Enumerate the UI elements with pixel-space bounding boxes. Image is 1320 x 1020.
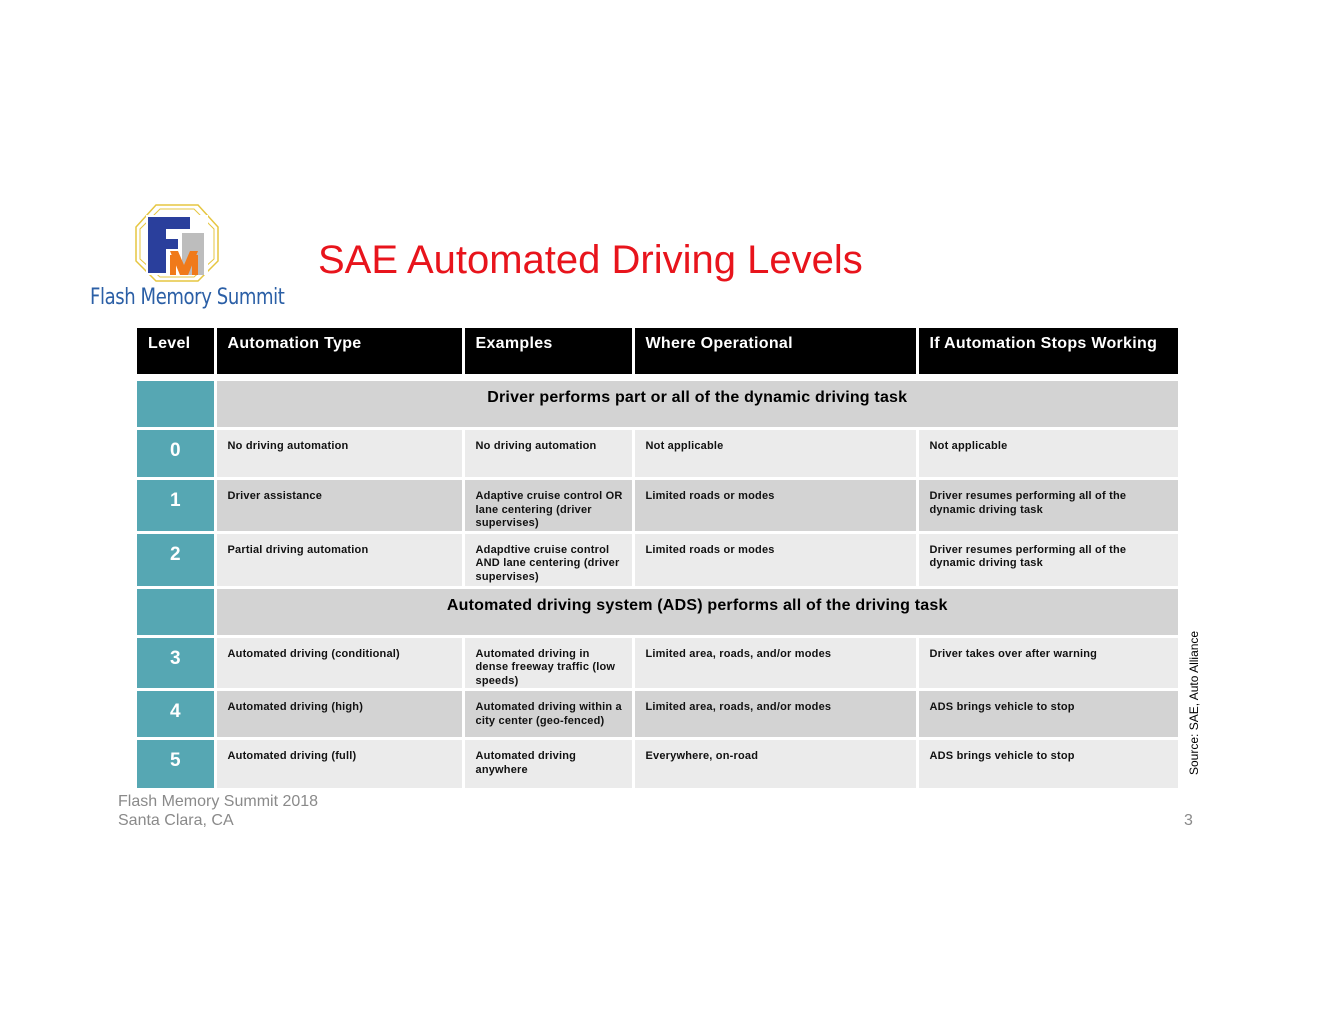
where-operational-cell: Limited roads or modes <box>633 479 917 533</box>
section-row <box>137 380 1178 429</box>
section-level-cell <box>137 380 215 429</box>
header-level: Level <box>137 328 215 374</box>
section-level-cell <box>137 587 215 636</box>
header-examples: Examples <box>463 328 633 374</box>
examples-cell: Adaptive cruise control OR lane centering (driver supervises) <box>463 479 633 533</box>
examples-cell: Automated driving anywhere <box>463 739 633 788</box>
level-number: 4 <box>137 690 215 739</box>
page-number: 3 <box>1184 812 1193 829</box>
section-row <box>137 587 1178 636</box>
table-row <box>137 479 1178 533</box>
if-stops-cell: Driver takes over after warning <box>917 636 1178 690</box>
automation-type-cell: Automated driving (conditional) <box>215 636 463 690</box>
table-row <box>137 690 1178 739</box>
where-operational-cell: Everywhere, on-road <box>633 739 917 788</box>
table-row <box>137 532 1178 587</box>
header-automation-type: Automation Type <box>215 328 463 374</box>
footer <box>118 792 318 830</box>
table-row <box>137 636 1178 690</box>
automation-type-cell: Driver assistance <box>215 479 463 533</box>
where-operational-cell: Limited area, roads, and/or modes <box>633 690 917 739</box>
footer-event: Flash Memory Summit 2018 <box>118 793 319 810</box>
automation-type-cell: Partial driving automation <box>215 532 463 587</box>
where-operational-cell: Limited roads or modes <box>633 532 917 587</box>
page-title: SAE Automated Driving Levels <box>318 238 863 282</box>
level-number: 0 <box>137 429 215 479</box>
examples-cell: Automated driving in dense freeway traffic (low speeds) <box>463 636 633 690</box>
if-stops-cell: Driver resumes performing all of the dynamic driving task <box>917 532 1178 587</box>
level-number: 5 <box>137 739 215 788</box>
examples-cell: Automated driving within a city center (geo-fenced) <box>463 690 633 739</box>
level-number: 2 <box>137 532 215 587</box>
automation-type-cell: Automated driving (high) <box>215 690 463 739</box>
automation-type-cell: No driving automation <box>215 429 463 479</box>
table-header-row <box>137 328 1178 374</box>
flash-memory-summit-logo <box>88 203 285 321</box>
examples-cell: No driving automation <box>463 429 633 479</box>
automation-type-cell: Automated driving (full) <box>215 739 463 788</box>
level-number: 1 <box>137 479 215 533</box>
if-stops-cell: Driver resumes performing all of the dynamic driving task <box>917 479 1178 533</box>
header-where-operational: Where Operational <box>633 328 917 374</box>
level-number: 3 <box>137 636 215 690</box>
if-stops-cell: Not applicable <box>917 429 1178 479</box>
if-stops-cell: ADS brings vehicle to stop <box>917 739 1178 788</box>
header-if-automation-stops: If Automation Stops Working <box>917 328 1178 374</box>
table-row <box>137 429 1178 479</box>
examples-cell: Adapdtive cruise control AND lane centering (driver supervises) <box>463 532 633 587</box>
fms-logo-icon <box>134 203 220 283</box>
where-operational-cell: Limited area, roads, and/or modes <box>633 636 917 690</box>
footer-location: Santa Clara, CA <box>118 812 234 829</box>
sae-levels-table <box>137 328 1178 788</box>
where-operational-cell: Not applicable <box>633 429 917 479</box>
table-row <box>137 739 1178 788</box>
if-stops-cell: ADS brings vehicle to stop <box>917 690 1178 739</box>
section-label: Automated driving system (ADS) performs all of the driving task <box>215 587 1178 636</box>
section-label: Driver performs part or all of the dynamic driving task <box>215 380 1178 429</box>
source-note: Source: SAE, Auto Alliance <box>1187 630 1201 775</box>
logo-text: Flash Memory Summit <box>90 285 285 310</box>
